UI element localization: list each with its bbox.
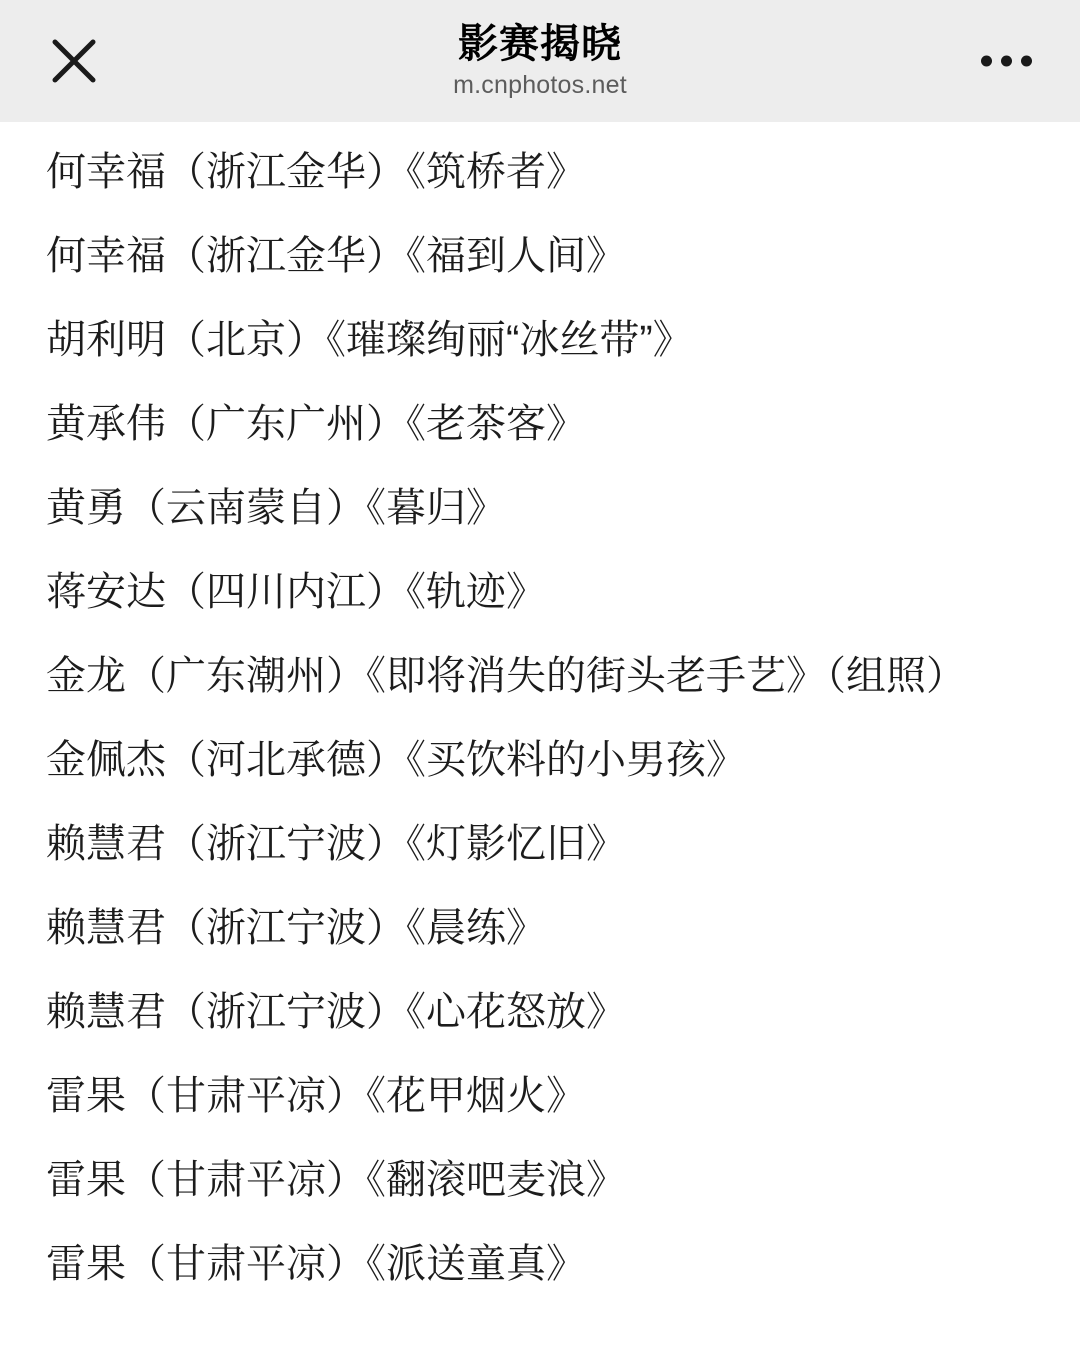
list-item: 赖慧君（浙江宁波）《灯影忆旧》 <box>46 822 626 866</box>
list-item: 雷果（甘肃平凉）《派送童真》 <box>46 1242 586 1286</box>
list-item: 金佩杰（河北承德）《买饮料的小男孩》 <box>46 738 746 782</box>
list-item: 金龙（广东潮州）《即将消失的街头老手艺》（组照） <box>46 654 966 698</box>
close-icon[interactable] <box>46 33 102 89</box>
list-item: 雷果（甘肃平凉）《花甲烟火》 <box>46 1074 586 1118</box>
list-item: 赖慧君（浙江宁波）《晨练》 <box>46 906 546 950</box>
list-item: 雷果（甘肃平凉）《翻滚吧麦浪》 <box>46 1158 626 1202</box>
navbar-title-group <box>453 24 627 98</box>
list-item: 何幸福（浙江金华）《筑桥者》 <box>46 150 586 194</box>
article-body <box>0 130 1080 1306</box>
list-item: 赖慧君（浙江宁波）《心花怒放》 <box>46 990 626 1034</box>
list-item: 胡利明（北京）《璀璨绚丽“冰丝带”》 <box>46 318 693 362</box>
page-title: 影赛揭晓 <box>458 22 622 66</box>
top-navigation-bar <box>0 0 1080 122</box>
list-item: 蒋安达（四川内江）《轨迹》 <box>46 570 546 614</box>
more-options-icon[interactable] <box>977 46 1036 77</box>
list-item: 黄勇（云南蒙自）《暮归》 <box>46 486 506 530</box>
list-item: 黄承伟（广东广州）《老茶客》 <box>46 402 586 446</box>
list-item: 何幸福（浙江金华）《福到人间》 <box>46 234 626 278</box>
more-dot <box>981 56 992 67</box>
more-dot <box>1001 56 1012 67</box>
page-subtitle-url: m.cnphotos.net <box>453 71 627 99</box>
more-dot <box>1021 56 1032 67</box>
